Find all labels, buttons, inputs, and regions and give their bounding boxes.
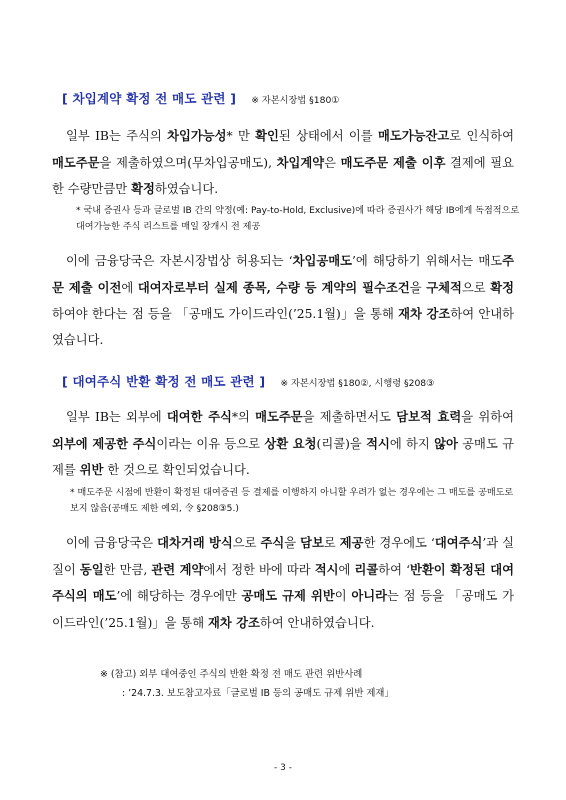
section-heading-borrow-contract [62, 88, 340, 107]
reference-note [100, 665, 520, 703]
section-title: [ 차입계약 확정 전 매도 관련 ] [62, 91, 237, 106]
footnote-borrow-agreement: * 국내 증권사 등과 글로벌 IB 간의 약정(예: Pay-to-Hold, Exclusive)에 따라 증권사가 해당 IB에게 독점적으로 대여가능한 주식 리스트를 매일 장개시 전 제공 [76, 206, 520, 232]
section-legal-reference: ※ 자본시장법 §180① [251, 95, 340, 106]
section-title: [ 대여주식 반환 확정 전 매도 관련 ] [62, 374, 266, 389]
reference-line-1: ※ (참고) 외부 대여중인 주식의 반환 확정 전 매도 관련 위반사례 [100, 669, 363, 680]
section-heading-lent-shares [62, 371, 434, 390]
paragraph-regulator-lent-shares: 이에 금융당국은 대차거래 방식으로 주식을 담보로 제공한 경우에도 ‘대여주식’과 실질이 동일한 만큼, 관련 계약에서 정한 바에 따라 적시에 리콜하여 ‘반환이 확정된 대여주식의 매도’에 해당하는 경우에만 공매도 규제 위반이 아니라는 점 등을 「공매도 가이드라인(’25.1월)」을 통해 재차 강조하여 안내하였습니다. [52, 535, 515, 630]
page-number: - 3 - [274, 763, 292, 773]
paragraph-ib-lent-shares: 일부 IB는 외부에 대여한 주식*의 매도주문을 제출하면서도 담보적 효력을 위하여 외부에 제공한 주식이라는 이유 등으로 상환 요청(리콜)을 적시에 하지 않아 공매도 규제를 위반 한 것으로 확인되었습니다. [52, 409, 515, 477]
paragraph-ib-borrow: 일부 IB는 주식의 차입가능성* 만 확인된 상태에서 이를 매도가능잔고로 인식하여 매도주문을 제출하였으며(무차입공매도), 차입계약은 매도주문 제출 이후 결제에 필요한 수량만큼만 확정하였습니다. [52, 128, 515, 196]
paragraph-regulator-borrow: 이에 금융당국은 자본시장법상 허용되는 ‘차입공매도’에 해당하기 위해서는 매도주문 제출 이전에 대여자로부터 실제 종목, 수량 등 계약의 필수조건을 구체적으로 확정하여야 한다는 점 등을 「공매도 가이드라인(’25.1월)」을 통해 재차 강조하여 안내하였습니다. [52, 253, 514, 347]
section-legal-reference: ※ 자본시장법 §180②, 시행령 §208③ [280, 378, 435, 389]
footnote-short-sale-exception: * 매도주문 시점에 반환이 확정된 대여증권 등 결제를 이행하지 아니할 우려가 없는 경우에는 그 매도를 공매도로 보지 않음(공매도 제한 예외, 令 §208③5.) [70, 488, 514, 514]
reference-line-2: : ’24.7.3. 보도참고자료「글로벌 IB 등의 공매도 규제 위반 제재」 [122, 688, 394, 699]
